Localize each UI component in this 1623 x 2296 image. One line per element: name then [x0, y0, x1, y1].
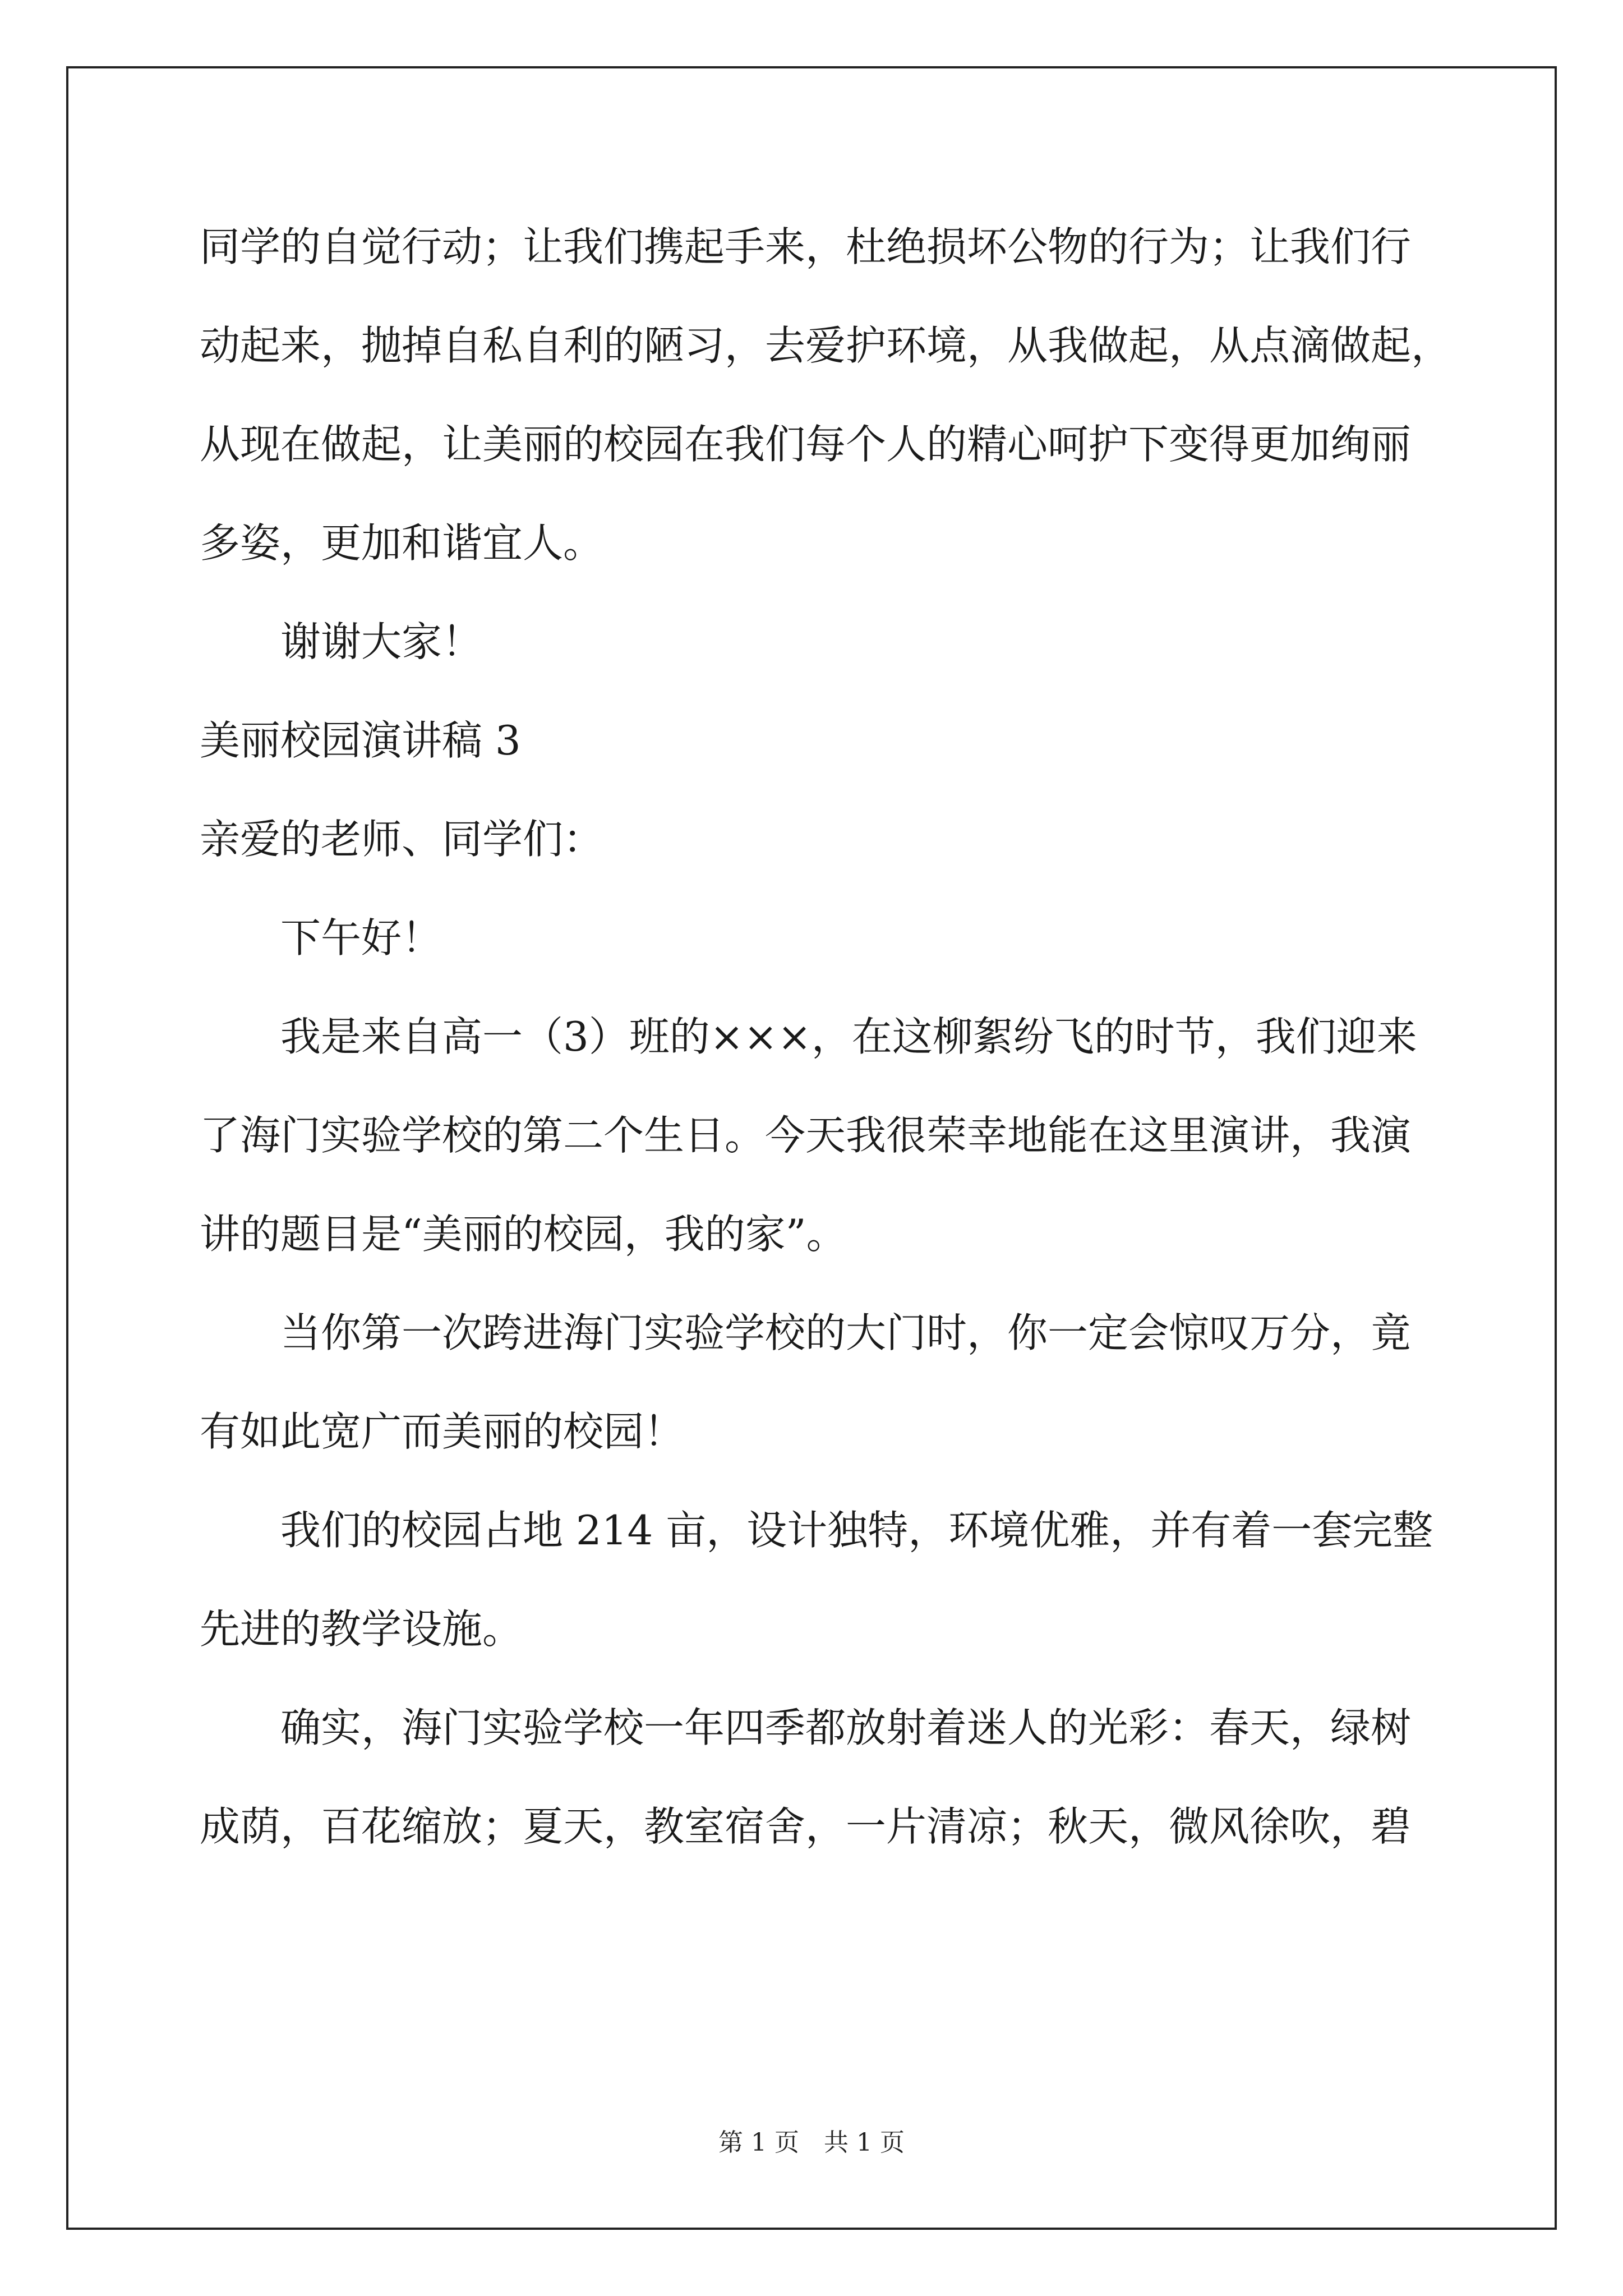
- page-footer: 第 1 页 共 1 页: [718, 2128, 905, 2157]
- text-line: 从现在做起，让美丽的校园在我们每个人的精心呵护下变得更加绚丽: [200, 421, 1412, 468]
- text-line: 多姿，更加和谐宜人。: [200, 519, 604, 567]
- text-line: 我是来自高一（3）班的×××，在这柳絮纷飞的时节，我们迎来: [280, 1013, 1417, 1060]
- text-line: 动起来，抛掉自私自利的陋习，去爱护环境，从我做起，从点滴做起，: [200, 322, 1452, 369]
- text-line: 先进的教学设施。: [200, 1605, 523, 1653]
- text-line: 谢谢大家！: [280, 618, 483, 665]
- text-line: 讲的题目是“美丽的校园，我的家”。: [200, 1211, 847, 1258]
- text-line: 亲爱的老师、同学们：: [200, 816, 604, 863]
- text-line: 有如此宽广而美丽的校园！: [200, 1408, 685, 1455]
- text-line: 确实，海门实验学校一年四季都放射着迷人的光彩：春天，绿树: [280, 1704, 1412, 1751]
- text-line: 了海门实验学校的第二个生日。今天我很荣幸地能在这里演讲，我演: [200, 1112, 1412, 1159]
- text-line: 我们的校园占地 214 亩，设计独特，环境优雅，并有着一套完整: [280, 1507, 1433, 1554]
- text-line: 美丽校园演讲稿 3: [200, 717, 521, 764]
- text-line: 下午好！: [280, 914, 442, 961]
- text-line: 成荫，百花缩放；夏天，教室宿舍，一片清凉；秋天，微风徐吹，碧: [200, 1803, 1412, 1850]
- text-line: 当你第一次跨进海门实验学校的大门时，你一定会惊叹万分，竟: [280, 1309, 1412, 1356]
- text-line: 同学的自觉行动；让我们携起手来，杜绝损坏公物的行为；让我们行: [200, 223, 1412, 270]
